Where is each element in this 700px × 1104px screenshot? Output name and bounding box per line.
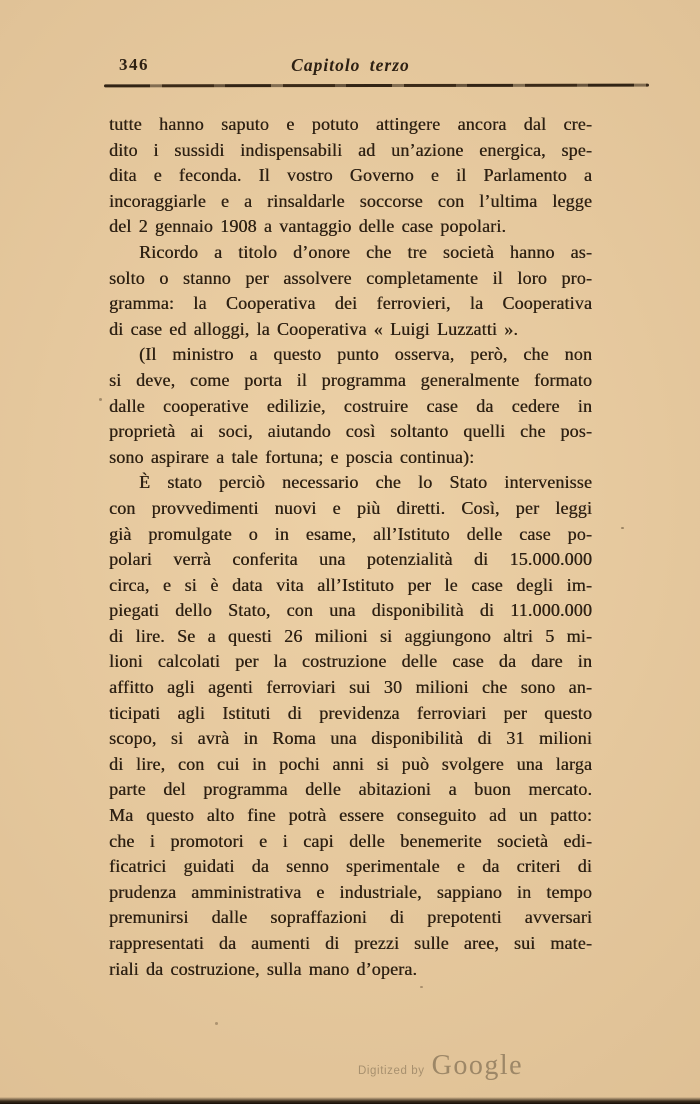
text-line: piegati dello Stato, con una disponibilità di 11.000.000 [109, 600, 592, 621]
text-line: dita e feconda. Il vostro Governo e il Parlamento a [109, 165, 592, 186]
text-line: affitto agli agenti ferroviari sui 30 milioni che sono an- [109, 677, 592, 698]
text-line: si deve, come porta il programma generalmente formato [109, 369, 592, 390]
text-line: proprietà ai soci, aiutando così soltanto quelli che pos- [109, 421, 592, 442]
digitized-by-label: Digitized by [358, 1065, 425, 1077]
text-line: con provvedimenti nuovi e più diretti. Così, per leggi [109, 497, 592, 518]
text-line: polari verrà conferita una potenzialità di 15.000.000 [109, 549, 592, 570]
text-line: dito i sussidi indispensabili ad un’azione energica, spe- [109, 139, 592, 160]
text-line: rappresentati da aumenti di prezzi sulle aree, sui mate- [109, 933, 592, 953]
text-line: Ma questo alto fine potrà essere conseguito ad un patto: [109, 805, 592, 826]
paragraph [109, 342, 592, 470]
page-body [109, 112, 592, 982]
text-line: gramma: la Cooperativa dei ferrovieri, la Cooperativa [109, 293, 592, 314]
google-logo: Google [431, 1050, 524, 1081]
text-line: incoraggiarle e a rinsaldarle soccorse con l’ultima legge [109, 190, 592, 211]
text-line: scopo, si avrà in Roma una disponibilità di 31 milioni [109, 728, 592, 749]
text-line: di lire. Se a questi 26 milioni si aggiungono altri 5 mi- [109, 625, 592, 646]
scan-speck [215, 1022, 218, 1025]
text-line: di lire, con cui in pochi anni si può svolgere una larga [109, 753, 592, 774]
text-line: È stato perciò necessario che lo Stato intervenisse [139, 472, 592, 493]
text-line: lioni calcolati per la costruzione delle case da dare in [109, 651, 592, 672]
text-line: che i promotori e i capi delle benemerite società edi- [109, 830, 592, 851]
text-line: sono aspirare a tale fortuna; e poscia continua): [109, 446, 475, 467]
text-line: di case ed alloggi, la Cooperativa « Luigi Luzzatti ». [109, 318, 518, 339]
paragraph [109, 470, 592, 982]
text-line: tutte hanno saputo e potuto attingere ancora dal cre- [109, 114, 592, 134]
text-line: prudenza amministrativa e industriale, sappiano in tempo [109, 881, 592, 902]
text-line: del 2 gennaio 1908 a vantaggio delle case popolari. [109, 216, 507, 237]
scan-speck [99, 398, 102, 401]
page-header [109, 55, 592, 79]
text-line: dalle cooperative edilizie, costruire case da cedere in [109, 395, 592, 416]
header-rule [104, 84, 649, 87]
text-line: riali da costruzione, sulla mano d’opera. [109, 958, 418, 979]
text-line: (Il ministro a questo punto osserva, però, che non [139, 344, 592, 365]
text-line: premunirsi dalle sopraffazioni di prepotenti avversari [109, 907, 592, 928]
scan-edge [0, 1097, 700, 1104]
paragraph [109, 240, 592, 342]
text-line: già promulgate o in esame, all’Istituto delle case po- [109, 523, 592, 544]
text-line: parte del programma delle abitazioni a buon mercato. [109, 779, 592, 800]
paragraph [109, 112, 592, 240]
text-line: Ricordo a titolo d’onore che tre società hanno as- [139, 241, 592, 262]
scan-speck [621, 527, 624, 529]
scan-speck [420, 986, 423, 988]
text-line: ticipati agli Istituti di previdenza ferroviari per questo [109, 702, 592, 723]
text-line: circa, e si è data vita all’Istituto per le case degli im- [109, 574, 592, 595]
page-number: 346 [119, 55, 149, 74]
text-line: solto o stanno per assolvere completamente il loro pro- [109, 267, 592, 288]
watermark [358, 1050, 523, 1082]
chapter-title: Capitolo terzo [291, 55, 410, 75]
text-line: ficatrici guidati da senno sperimentale e da criteri di [109, 856, 592, 877]
